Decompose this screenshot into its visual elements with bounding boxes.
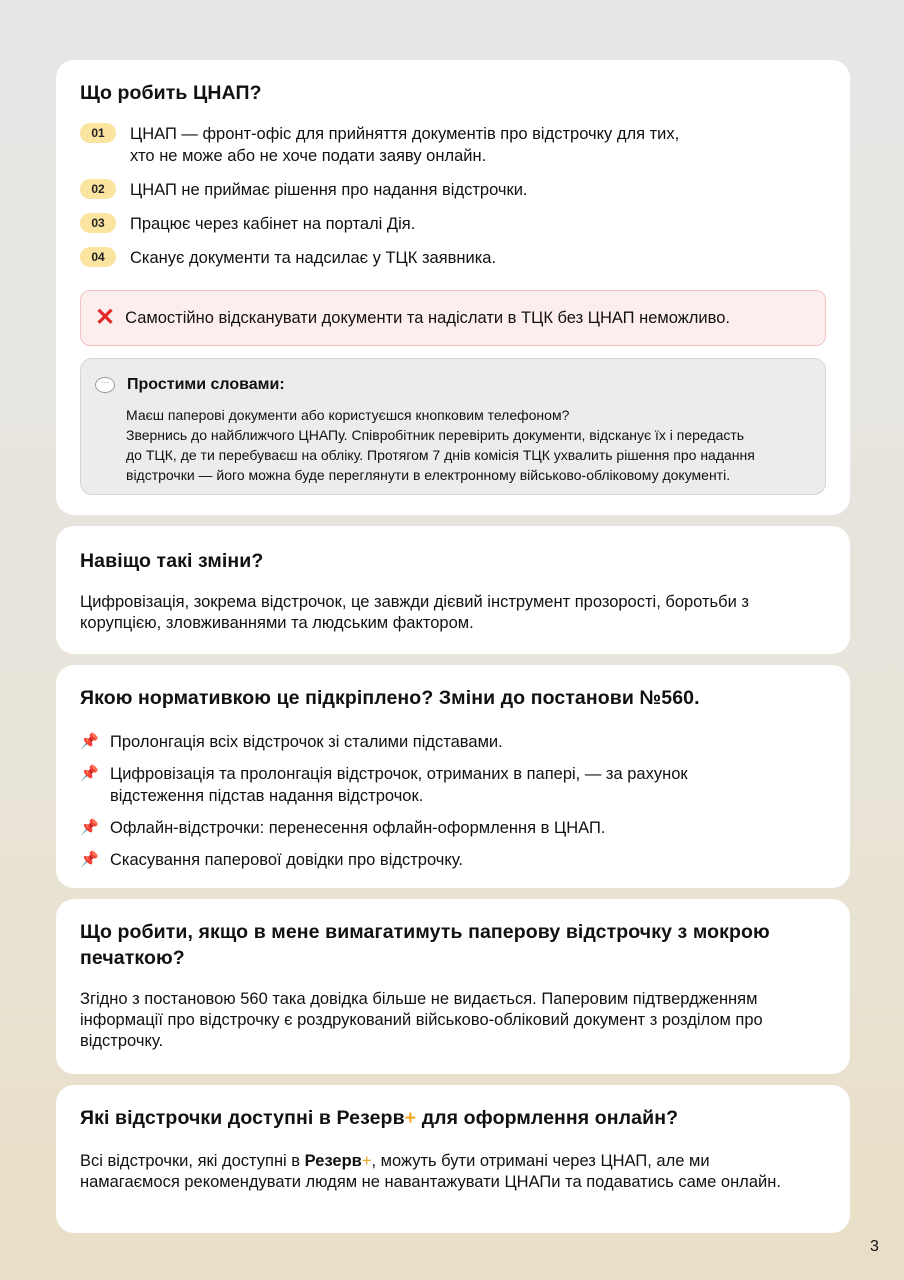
list-item	[80, 213, 826, 235]
pushpin-icon: 📌	[80, 819, 99, 836]
why-changes-card	[56, 526, 850, 654]
paper-deferral-card	[56, 899, 850, 1074]
text-line: Маєш паперові документи або користуєшся кнопковим телефоном?	[126, 407, 570, 423]
section-title: Які відстрочки доступні в Резерв+ для оформлення онлайн?	[80, 1107, 679, 1129]
list-item	[80, 247, 826, 269]
alert-text: Самостійно відсканувати документи та надіслати в ТЦК без ЦНАП неможливо.	[125, 308, 730, 327]
list-item	[80, 849, 826, 871]
simple-words-box	[80, 358, 826, 495]
numbered-list	[80, 123, 826, 281]
regulation-card	[56, 665, 850, 888]
brand-plus: +	[404, 1107, 417, 1129]
section-title: Що робити, якщо в мене вимагатимуть паперову відстрочку з мокрою печаткою?	[80, 921, 770, 969]
list-item	[80, 731, 826, 753]
section-text: Всі відстрочки, які доступні в Резерв+, можуть бути отримані через ЦНАП, але ми намагаємося рекомендувати людям не навантажувати ЦНАПи та подаватись саме онлайн.	[80, 1152, 781, 1191]
cross-mark-icon: ✕	[95, 304, 116, 331]
section-text: Згідно з постановою 560 така довідка більше не видається. Паперовим підтвердженням інформації про відстрочку є роздрукований військово-обліковий документ з розділом про відстрочку.	[80, 990, 763, 1050]
online-deferrals-card	[56, 1085, 850, 1233]
warning-alert	[80, 290, 826, 346]
text-line: відстрочки — його можна буде переглянути в електронному військово-обліковому документі.	[126, 467, 731, 483]
number-badge: 01	[80, 123, 116, 143]
item-text: ЦНАП — фронт-офіс для прийняття документів про відстрочку для тих,	[130, 125, 680, 143]
pushpin-icon: 📌	[80, 733, 99, 750]
number-badge: 02	[80, 179, 116, 199]
section-text: Цифровізація, зокрема відстрочок, це завжди дієвий інструмент прозорості, боротьби з корупцією, зловживаннями та людським фактором.	[80, 593, 749, 632]
list-item	[80, 179, 826, 201]
item-text: Пролонгація всіх відстрочок зі сталими підставами.	[110, 733, 503, 751]
item-text-cont: відстеження підстав надання відстрочок.	[110, 787, 424, 805]
list-item	[80, 817, 826, 839]
text-line: Звернись до найближчого ЦНАПу. Співробітник перевірить документи, відсканує їх і передасть	[126, 427, 745, 443]
list-item	[80, 123, 826, 167]
section-title: Що робить ЦНАП?	[80, 82, 262, 104]
brand-name: Резерв	[336, 1107, 405, 1129]
number-badge: 04	[80, 247, 116, 267]
page-number: 3	[870, 1238, 879, 1255]
item-text: Офлайн-відстрочки: перенесення офлайн-оформлення в ЦНАП.	[110, 819, 606, 837]
pushpin-icon: 📌	[80, 851, 99, 868]
brand-plus: +	[361, 1152, 372, 1170]
section-title: Якою нормативкою це підкріплено? Зміни до постанови №560.	[80, 687, 700, 709]
simple-words-text	[126, 405, 811, 485]
item-text: Сканує документи та надсилає у ТЦК заявника.	[130, 249, 497, 267]
item-text: Цифровізація та пролонгація відстрочок, отриманих в папері, — за рахунок	[110, 765, 688, 783]
section-title: Навіщо такі зміни?	[80, 550, 264, 572]
pin-list	[80, 731, 826, 881]
number-badge: 03	[80, 213, 116, 233]
simple-words-title: Простими словами:	[127, 376, 285, 393]
item-text: Працює через кабінет на порталі Дія.	[130, 215, 416, 233]
item-text: ЦНАП не приймає рішення про надання відстрочки.	[130, 181, 528, 199]
speech-bubble-icon: ···	[95, 377, 115, 393]
brand-name: Резерв	[304, 1152, 362, 1170]
list-item	[80, 763, 826, 807]
item-text-cont: хто не може або не хоче подати заяву онлайн.	[130, 147, 487, 165]
item-text: Скасування паперової довідки про відстрочку.	[110, 851, 463, 869]
pushpin-icon: 📌	[80, 765, 99, 782]
cnap-card	[56, 60, 850, 515]
text-line: до ТЦК, де ти перебуваєш на обліку. Протягом 7 днів комісія ТЦК ухвалить рішення про надання	[126, 447, 755, 463]
